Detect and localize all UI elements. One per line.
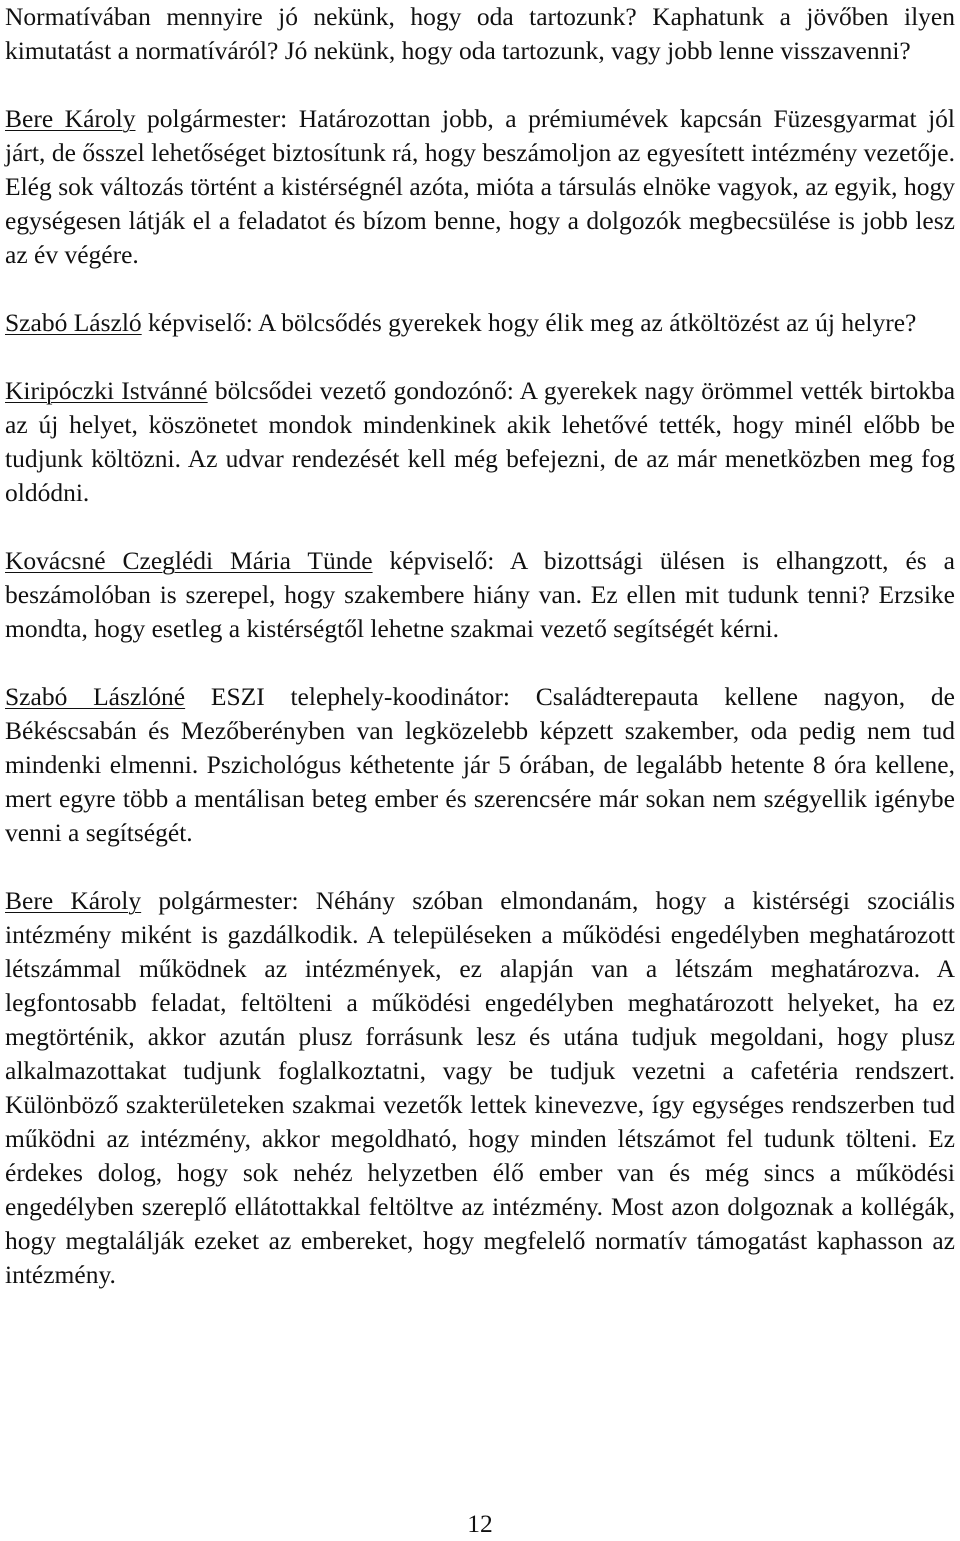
speaker-name: Kiripóczki Istvánné	[5, 376, 208, 405]
speaker-name: Bere Károly	[5, 104, 136, 133]
paragraph-normativa-question	[5, 0, 955, 68]
paragraph-bere-karoly-1	[5, 102, 955, 272]
paragraph-text: ESZI telephely-koodinátor: Családterepauta kellene nagyon, de Békéscsabán és Mezőberényben van legközelebb képzett szakember, oda pedig nem tud mindenki elmenni. Pszichológus kéthetente jár 5 órában, de legalább hetente 8 óra kellene, mert egyre több a mentálisan beteg ember és szerencsére már sokan nem szégyellik igénybe venni a segítségét.	[5, 682, 956, 847]
paragraph-bere-karoly-2	[5, 884, 955, 1292]
speaker-name: Szabó László	[5, 308, 142, 337]
speaker-name: Kovácsné Czeglédi Mária Tünde	[5, 546, 373, 575]
paragraph-kiripoczki-istvanne	[5, 374, 955, 510]
paragraph-szabo-laszlo	[5, 306, 955, 340]
paragraph-text: Normatívában mennyire jó nekünk, hogy oda tartozunk? Kaphatunk a jövőben ilyen kimutatást a normatíváról? Jó nekünk, hogy oda tartozunk, vagy jobb lenne visszavenni?	[5, 2, 955, 65]
paragraph-text: bölcsődei vezető gondozónő: A gyerekek nagy örömmel vették birtokba az új helyet, köszönetet mondok mindenkinek akik lehetővé tették, hogy minél előbb be tudjunk költözni. Az udvar rendezését kell még befejezni, de az már menetközben meg fog oldódni.	[5, 376, 956, 507]
paragraph-text: képviselő: A bizottsági ülésen is elhangzott, és a beszámolóban is szerepel, hogy szakembere hiány van. Ez ellen mit tudunk tenni? Erzsike mondta, hogy esetleg a kistérségtől lehetne szakmai vezető segítségét kérni.	[5, 546, 955, 643]
speaker-name: Bere Károly	[5, 886, 142, 915]
document-page	[5, 0, 955, 1326]
paragraph-text: polgármester: Határozottan jobb, a prémiumévek kapcsán Füzesgyarmat jól járt, de ősszel lehetőséget biztosítunk rá, hogy beszámoljon az egyesített intézmény vezetője. Elég sok változás történt a kistérségnél azóta, mióta a társulás elnöke vagyok, az egyik, hogy egységesen látják el a feladatot és bízom benne, hogy a dolgozók megbecsülése is jobb lesz az év végére.	[5, 104, 955, 269]
paragraph-kovacsne-czegledi	[5, 544, 955, 646]
paragraph-text: képviselő: A bölcsődés gyerekek hogy élik meg az átköltözést az új helyre?	[141, 308, 917, 337]
speaker-name: Szabó Lászlóné	[5, 682, 186, 711]
paragraph-szabo-laszlone	[5, 680, 955, 850]
paragraph-text: polgármester: Néhány szóban elmondanám, hogy a kistérségi szociális intézmény miként is gazdálkodik. A településeken a működési engedélyben meghatározott létszámmal működnek az intézmények, ez alapján van a létszám meghatározva. A legfontosabb feladat, feltölteni a működési engedélyben meghatározott helyeket, ha ez megtörténik, akkor azután plusz forrásunk lesz és utána tudjuk megoldani, hogy plusz alkalmazottakat tudjunk foglalkoztatni, vagy be tudjuk vezetni a cafetéria rendszert. Különböző szakterületeken szakmai vezetők lettek kinevezve, így egységes rendszerben tud működni az intézmény, akkor megoldható, hogy minden létszámot fel tudunk tölteni. Ez érdekes dolog, hogy sok nehéz helyzetben élő ember van és még sincs a működési engedélyben szereplő ellátottakkal feltöltve az intézmény. Most azon dolgoznak a kollégák, hogy megtalálják ezeket az embereket, hogy megfelelő normatív támogatást kaphasson az intézmény.	[5, 886, 956, 1289]
page-number: 12	[467, 1509, 493, 1538]
